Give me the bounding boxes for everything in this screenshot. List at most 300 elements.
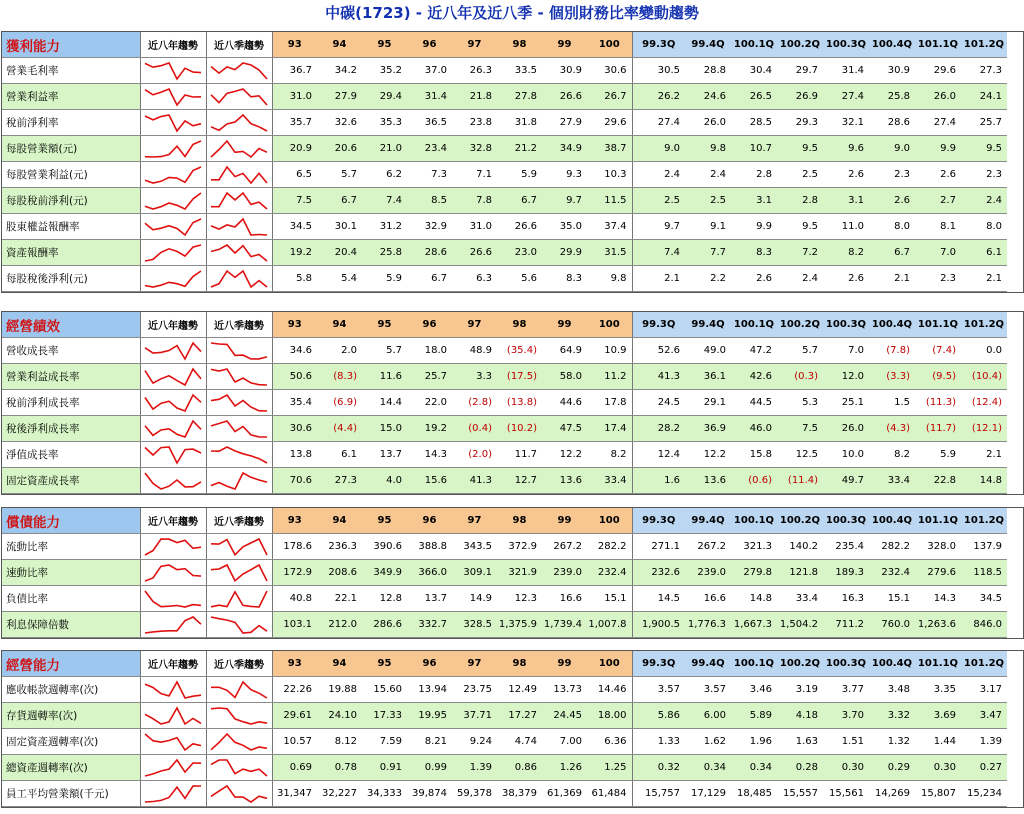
- table-row: [2, 84, 1024, 110]
- year-value: 36.5: [407, 110, 452, 136]
- year-value: 12.2: [542, 442, 587, 468]
- quarter-value: 15,807: [915, 781, 961, 807]
- year-value: (8.3): [317, 364, 362, 390]
- sparkline-path: [211, 565, 267, 581]
- quarter-value: 2.5: [685, 188, 731, 214]
- sparkline-chart: [143, 445, 203, 465]
- quarter-value: 2.5: [632, 188, 685, 214]
- quarter-value: 2.3: [961, 162, 1007, 188]
- header-year: 93: [272, 32, 317, 58]
- sparkline-chart: [143, 706, 203, 726]
- year-trend-cell: [140, 266, 206, 292]
- sparkline-path: [211, 193, 267, 209]
- quarter-value: 14,269: [869, 781, 915, 807]
- year-value: 19.95: [407, 703, 452, 729]
- header-year: 94: [317, 32, 362, 58]
- header-year: 94: [317, 508, 362, 534]
- header-quarter: 101.2Q: [961, 312, 1007, 338]
- quarter-value: 26.0: [685, 110, 731, 136]
- quarter-value: (9.5): [915, 364, 961, 390]
- quarter-value: 9.5: [777, 136, 823, 162]
- quarter-value: 3.69: [915, 703, 961, 729]
- header-quarter: 99.3Q: [632, 508, 685, 534]
- quarter-value: 267.2: [685, 534, 731, 560]
- quarter-trend-cell: [206, 162, 272, 188]
- year-value: 6.7: [497, 188, 542, 214]
- year-value: 0.91: [362, 755, 407, 781]
- header-year: 93: [272, 651, 317, 677]
- quarter-value: 14.8: [731, 586, 777, 612]
- quarter-value: 29.7: [777, 58, 823, 84]
- year-value: 13.8: [272, 442, 317, 468]
- sparkline-chart: [143, 269, 203, 289]
- quarter-value: 14.5: [632, 586, 685, 612]
- sparkline-chart: [209, 732, 269, 752]
- quarter-value: 12.2: [685, 442, 731, 468]
- header-year: 96: [407, 651, 452, 677]
- quarter-trend-cell: [206, 338, 272, 364]
- sparkline-chart: [209, 471, 269, 491]
- year-value: 6.3: [452, 266, 497, 292]
- row-label: 員工平均營業額(千元): [2, 781, 140, 807]
- header-year: 100: [587, 651, 632, 677]
- sparkline-path: [211, 115, 267, 131]
- quarter-trend-cell: [206, 188, 272, 214]
- header-quarter-trend: 近八季趨勢: [206, 312, 272, 338]
- section-table: [2, 312, 1024, 494]
- quarter-value: 3.48: [869, 677, 915, 703]
- year-trend-cell: [140, 136, 206, 162]
- year-value: 103.1: [272, 612, 317, 638]
- year-value: 31.0: [452, 214, 497, 240]
- year-value: 61,484: [587, 781, 632, 807]
- section-table: [2, 508, 1024, 638]
- sparkline-path: [211, 395, 267, 411]
- year-value: 24.10: [317, 703, 362, 729]
- year-value: 41.3: [452, 468, 497, 494]
- header-quarter: 100.4Q: [869, 651, 915, 677]
- sparkline-path: [145, 115, 201, 131]
- quarter-value: 232.4: [869, 560, 915, 586]
- year-value: 61,369: [542, 781, 587, 807]
- sparkline-chart: [143, 191, 203, 211]
- year-value: 48.9: [452, 338, 497, 364]
- quarter-value: 15,561: [823, 781, 869, 807]
- quarter-value: 24.1: [961, 84, 1007, 110]
- quarter-value: 1,504.2: [777, 612, 823, 638]
- year-value: 25.8: [362, 240, 407, 266]
- quarter-value: 7.7: [685, 240, 731, 266]
- year-value: 29.4: [362, 84, 407, 110]
- quarter-value: 2.6: [869, 188, 915, 214]
- year-value: 31,347: [272, 781, 317, 807]
- sparkline-path: [145, 591, 201, 607]
- sparkline-chart: [143, 393, 203, 413]
- quarter-value: 7.0: [823, 338, 869, 364]
- sparkline-path: [211, 343, 267, 359]
- section-table: [2, 32, 1024, 292]
- quarter-value: 9.5: [777, 214, 823, 240]
- table-row: [2, 338, 1024, 364]
- row-label: 利息保障倍數: [2, 612, 140, 638]
- year-value: (2.0): [452, 442, 497, 468]
- year-trend-cell: [140, 390, 206, 416]
- header-year: 95: [362, 32, 407, 58]
- quarter-value: 41.3: [632, 364, 685, 390]
- quarter-value: 0.30: [823, 755, 869, 781]
- year-value: 6.5: [272, 162, 317, 188]
- quarter-value: 3.46: [731, 677, 777, 703]
- sparkline-path: [211, 682, 267, 698]
- sparkline-path: [145, 421, 201, 437]
- year-value: 29.9: [542, 240, 587, 266]
- quarter-value: 28.8: [685, 58, 731, 84]
- quarter-value: 328.0: [915, 534, 961, 560]
- year-trend-cell: [140, 586, 206, 612]
- header-year: 98: [497, 651, 542, 677]
- quarter-trend-cell: [206, 729, 272, 755]
- row-label: 每股稅後淨利(元): [2, 266, 140, 292]
- quarter-value: 2.1: [961, 442, 1007, 468]
- header-year: 96: [407, 32, 452, 58]
- year-value: 10.3: [587, 162, 632, 188]
- quarter-value: 9.0: [869, 136, 915, 162]
- year-value: 26.6: [452, 240, 497, 266]
- quarter-value: 232.6: [632, 560, 685, 586]
- quarter-value: 0.34: [731, 755, 777, 781]
- header-year: 98: [497, 32, 542, 58]
- year-value: 20.6: [317, 136, 362, 162]
- section-header-row: [2, 651, 1024, 677]
- year-trend-cell: [140, 416, 206, 442]
- row-label: 每股營業額(元): [2, 136, 140, 162]
- quarter-value: 2.2: [685, 266, 731, 292]
- year-value: 14.9: [452, 586, 497, 612]
- header-quarter: 100.1Q: [731, 651, 777, 677]
- year-value: 23.0: [497, 240, 542, 266]
- table-row: [2, 586, 1024, 612]
- year-value: 10.9: [587, 338, 632, 364]
- header-quarter: 100.3Q: [823, 651, 869, 677]
- year-value: 19.2: [407, 416, 452, 442]
- quarter-trend-cell: [206, 677, 272, 703]
- row-label: 稅前淨利率: [2, 110, 140, 136]
- quarter-value: 27.4: [915, 110, 961, 136]
- year-value: 4.0: [362, 468, 407, 494]
- quarter-value: 1.32: [869, 729, 915, 755]
- year-value: 8.3: [542, 266, 587, 292]
- quarter-value: 6.1: [961, 240, 1007, 266]
- year-value: 5.9: [497, 162, 542, 188]
- quarter-value: 2.6: [915, 162, 961, 188]
- sparkline-path: [211, 760, 267, 776]
- quarter-value: 2.6: [823, 162, 869, 188]
- quarter-value: 3.17: [961, 677, 1007, 703]
- quarter-value: 0.27: [961, 755, 1007, 781]
- year-value: 29.6: [587, 110, 632, 136]
- quarter-trend-cell: [206, 468, 272, 494]
- sparkline-chart: [143, 419, 203, 439]
- quarter-value: 7.4: [632, 240, 685, 266]
- sparkline-path: [145, 343, 201, 359]
- year-value: 172.9: [272, 560, 317, 586]
- year-value: 372.9: [497, 534, 542, 560]
- year-value: 33.5: [497, 58, 542, 84]
- sparkline-path: [211, 447, 267, 463]
- quarter-value: 34.5: [961, 586, 1007, 612]
- sparkline-path: [211, 473, 267, 489]
- quarter-value: 2.1: [869, 266, 915, 292]
- header-quarter: 101.2Q: [961, 508, 1007, 534]
- quarter-value: 3.32: [869, 703, 915, 729]
- quarter-value: 140.2: [777, 534, 823, 560]
- header-quarter: 100.2Q: [777, 312, 823, 338]
- quarter-value: 3.1: [823, 188, 869, 214]
- header-quarter: 99.4Q: [685, 508, 731, 534]
- sparkline-chart: [143, 537, 203, 557]
- quarter-value: 29.3: [777, 110, 823, 136]
- quarter-value: 321.3: [731, 534, 777, 560]
- row-label: 每股營業利益(元): [2, 162, 140, 188]
- table-row: [2, 162, 1024, 188]
- section-2: [1, 311, 1024, 495]
- year-value: 31.4: [407, 84, 452, 110]
- sparkline-path: [145, 786, 201, 802]
- year-trend-cell: [140, 677, 206, 703]
- year-value: 9.8: [587, 266, 632, 292]
- sparkline-chart: [209, 393, 269, 413]
- page-title: 中碳(1723) - 近八年及近八季 - 個別財務比率變動趨勢: [325, 4, 699, 22]
- table-row: [2, 390, 1024, 416]
- header-quarter: 99.4Q: [685, 651, 731, 677]
- year-value: (6.9): [317, 390, 362, 416]
- quarter-value: 5.7: [777, 338, 823, 364]
- section-header-row: [2, 312, 1024, 338]
- quarter-value: 8.3: [731, 240, 777, 266]
- year-value: 7.00: [542, 729, 587, 755]
- year-value: 236.3: [317, 534, 362, 560]
- year-value: 50.6: [272, 364, 317, 390]
- year-value: 5.6: [497, 266, 542, 292]
- year-trend-cell: [140, 364, 206, 390]
- quarter-trend-cell: [206, 560, 272, 586]
- quarter-value: 2.4: [777, 266, 823, 292]
- year-value: 24.45: [542, 703, 587, 729]
- header-quarter: 101.1Q: [915, 312, 961, 338]
- table-row: [2, 781, 1024, 807]
- year-value: 37.4: [587, 214, 632, 240]
- sparkline-chart: [143, 113, 203, 133]
- year-value: 18.0: [407, 338, 452, 364]
- header-year: 99: [542, 651, 587, 677]
- quarter-value: 2.3: [869, 162, 915, 188]
- year-value: 6.7: [317, 188, 362, 214]
- sparkline-chart: [209, 269, 269, 289]
- year-value: 9.3: [542, 162, 587, 188]
- year-value: 22.1: [317, 586, 362, 612]
- quarter-value: 2.8: [731, 162, 777, 188]
- year-value: 1,007.8: [587, 612, 632, 638]
- sparkline-path: [211, 591, 267, 607]
- quarter-value: 47.2: [731, 338, 777, 364]
- sparkline-chart: [143, 615, 203, 635]
- sparkline-path: [211, 539, 267, 555]
- quarter-value: 1.44: [915, 729, 961, 755]
- year-value: 20.9: [272, 136, 317, 162]
- quarter-value: 760.0: [869, 612, 915, 638]
- sparkline-path: [211, 617, 267, 633]
- quarter-value: 44.5: [731, 390, 777, 416]
- header-year: 95: [362, 651, 407, 677]
- quarter-value: 9.0: [632, 136, 685, 162]
- year-value: 12.49: [497, 677, 542, 703]
- year-trend-cell: [140, 240, 206, 266]
- quarter-value: 12.4: [632, 442, 685, 468]
- year-value: 44.6: [542, 390, 587, 416]
- quarter-value: 36.9: [685, 416, 731, 442]
- year-trend-cell: [140, 338, 206, 364]
- table-row: [2, 560, 1024, 586]
- sparkline-chart: [143, 61, 203, 81]
- year-value: 12.7: [497, 468, 542, 494]
- header-year-trend: 近八年趨勢: [140, 651, 206, 677]
- header-year: 93: [272, 508, 317, 534]
- table-row: [2, 612, 1024, 638]
- header-quarter: 100.4Q: [869, 508, 915, 534]
- header-quarter-trend: 近八季趨勢: [206, 508, 272, 534]
- quarter-value: 9.9: [915, 136, 961, 162]
- header-quarter: 100.2Q: [777, 32, 823, 58]
- table-row: [2, 214, 1024, 240]
- year-value: 47.5: [542, 416, 587, 442]
- year-value: 9.7: [542, 188, 587, 214]
- year-value: 30.9: [542, 58, 587, 84]
- sparkline-path: [211, 219, 267, 235]
- sparkline-path: [211, 786, 267, 802]
- year-value: 32,227: [317, 781, 362, 807]
- quarter-value: 5.89: [731, 703, 777, 729]
- table-row: [2, 442, 1024, 468]
- year-value: 34.5: [272, 214, 317, 240]
- year-value: 58.0: [542, 364, 587, 390]
- quarter-value: 9.9: [731, 214, 777, 240]
- year-trend-cell: [140, 534, 206, 560]
- quarter-value: 16.3: [823, 586, 869, 612]
- year-trend-cell: [140, 214, 206, 240]
- quarter-value: 7.0: [915, 240, 961, 266]
- year-value: 12.3: [497, 586, 542, 612]
- year-value: 2.0: [317, 338, 362, 364]
- year-value: 30.6: [272, 416, 317, 442]
- header-quarter-trend: 近八季趨勢: [206, 32, 272, 58]
- header-year-trend: 近八年趨勢: [140, 312, 206, 338]
- table-row: [2, 534, 1024, 560]
- header-year: 96: [407, 312, 452, 338]
- quarter-trend-cell: [206, 612, 272, 638]
- year-value: 35.0: [542, 214, 587, 240]
- header-quarter: 100.3Q: [823, 508, 869, 534]
- year-value: 23.4: [407, 136, 452, 162]
- section-header-row: [2, 508, 1024, 534]
- quarter-value: 5.9: [915, 442, 961, 468]
- quarter-value: 9.7: [632, 214, 685, 240]
- row-label: 存貨週轉率(次): [2, 703, 140, 729]
- sparkline-path: [211, 421, 267, 437]
- table-row: [2, 110, 1024, 136]
- year-value: 15.1: [587, 586, 632, 612]
- year-value: 14.3: [407, 442, 452, 468]
- year-value: 26.6: [542, 84, 587, 110]
- table-row: [2, 364, 1024, 390]
- quarter-value: 279.6: [915, 560, 961, 586]
- quarter-value: 2.7: [915, 188, 961, 214]
- year-value: 0.86: [497, 755, 542, 781]
- sparkline-path: [145, 193, 201, 209]
- sparkline-chart: [143, 217, 203, 237]
- year-value: 37.0: [407, 58, 452, 84]
- quarter-trend-cell: [206, 214, 272, 240]
- year-value: 22.26: [272, 677, 317, 703]
- quarter-value: 26.9: [777, 84, 823, 110]
- row-label: 負債比率: [2, 586, 140, 612]
- year-value: 7.8: [452, 188, 497, 214]
- sparkline-path: [211, 141, 267, 157]
- quarter-value: 25.8: [869, 84, 915, 110]
- row-label: 營業利益成長率: [2, 364, 140, 390]
- quarter-value: 5.3: [777, 390, 823, 416]
- header-year-trend: 近八年趨勢: [140, 32, 206, 58]
- year-value: 35.4: [272, 390, 317, 416]
- year-value: 34.2: [317, 58, 362, 84]
- year-value: 239.0: [542, 560, 587, 586]
- quarter-trend-cell: [206, 586, 272, 612]
- sparkline-chart: [143, 471, 203, 491]
- year-value: 18.00: [587, 703, 632, 729]
- year-trend-cell: [140, 84, 206, 110]
- table-row: [2, 677, 1024, 703]
- row-label: 營業利益率: [2, 84, 140, 110]
- quarter-value: 14.8: [961, 468, 1007, 494]
- header-year-trend: 近八年趨勢: [140, 508, 206, 534]
- year-value: 35.2: [362, 58, 407, 84]
- quarter-value: 9.8: [685, 136, 731, 162]
- year-value: 13.94: [407, 677, 452, 703]
- sparkline-chart: [143, 758, 203, 778]
- quarter-value: (7.8): [869, 338, 915, 364]
- header-quarter: 99.4Q: [685, 32, 731, 58]
- quarter-value: 2.4: [685, 162, 731, 188]
- row-label: 固定資產週轉率(次): [2, 729, 140, 755]
- quarter-value: 22.8: [915, 468, 961, 494]
- quarter-value: 29.6: [915, 58, 961, 84]
- quarter-value: 2.5: [777, 162, 823, 188]
- header-quarter: 101.2Q: [961, 32, 1007, 58]
- sparkline-path: [145, 734, 201, 750]
- year-value: 21.0: [362, 136, 407, 162]
- row-label: 流動比率: [2, 534, 140, 560]
- quarter-value: 0.32: [632, 755, 685, 781]
- year-value: 31.0: [272, 84, 317, 110]
- year-value: 15.6: [407, 468, 452, 494]
- row-label: 營收成長率: [2, 338, 140, 364]
- quarter-value: 3.1: [731, 188, 777, 214]
- year-value: 15.0: [362, 416, 407, 442]
- row-label: 應收帳款週轉率(次): [2, 677, 140, 703]
- quarter-value: 711.2: [823, 612, 869, 638]
- year-value: 4.74: [497, 729, 542, 755]
- quarter-value: 8.0: [869, 214, 915, 240]
- quarter-value: 25.7: [961, 110, 1007, 136]
